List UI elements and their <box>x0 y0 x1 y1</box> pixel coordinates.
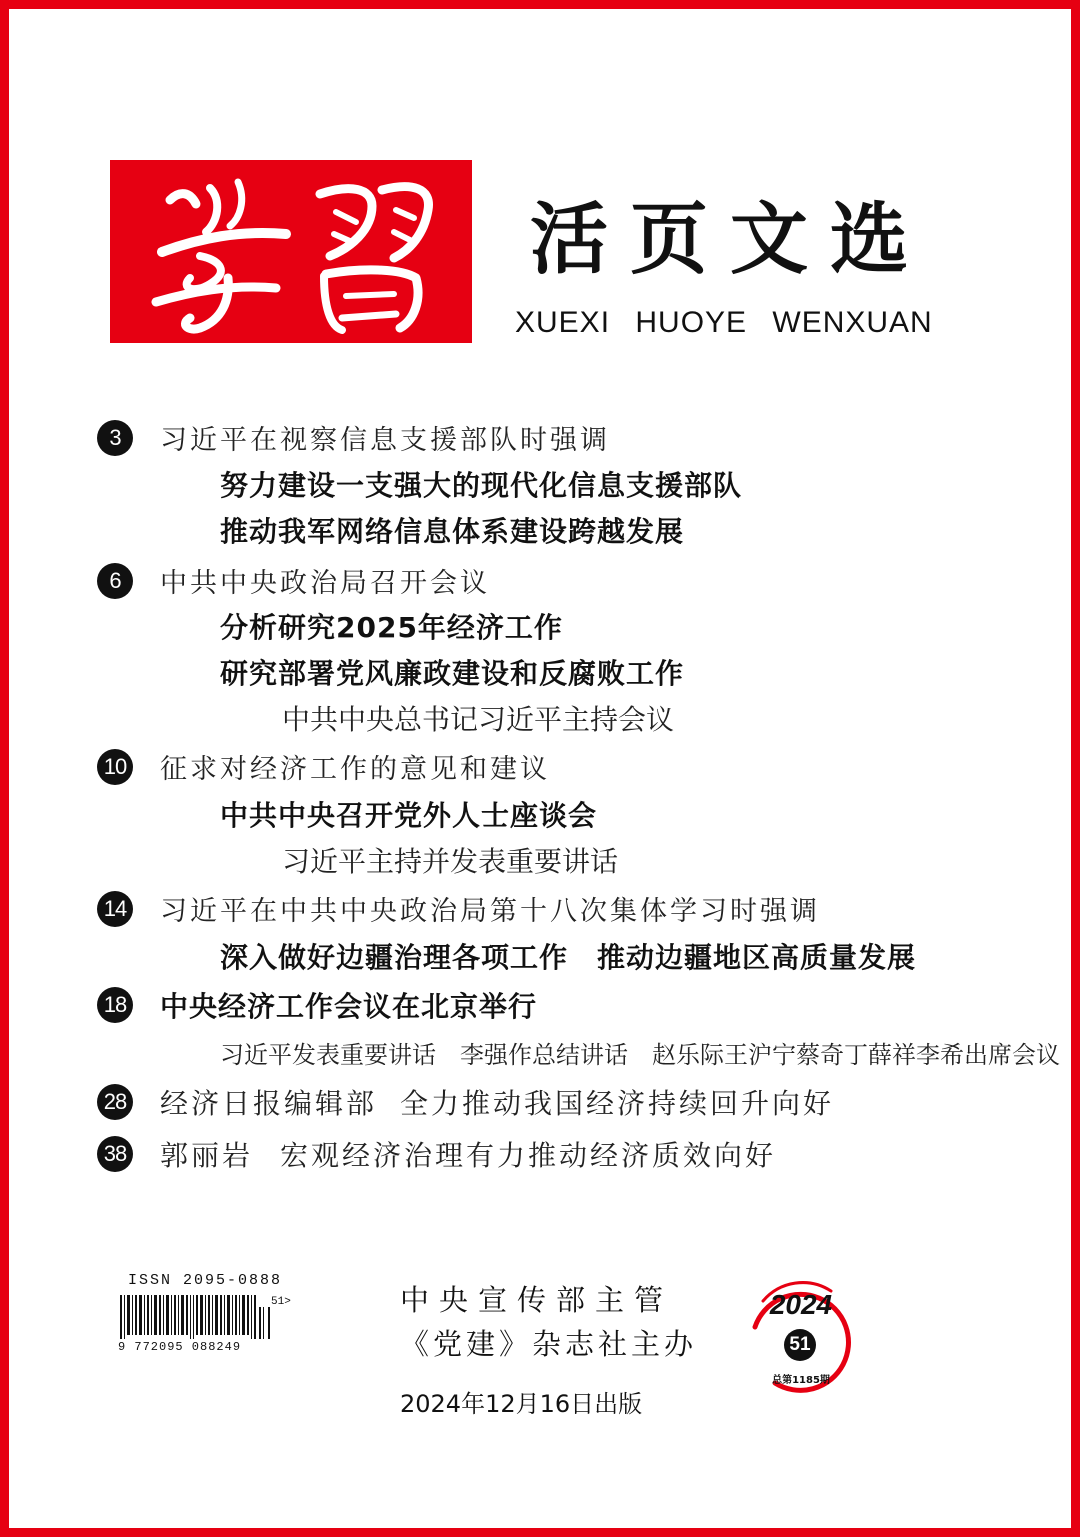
toc-kicker: 习近平在中共中央政治局第十八次集体学习时强调 <box>160 896 820 927</box>
issue-badge <box>735 1275 867 1407</box>
toc-kicker: 中共中央政治局召开会议 <box>160 568 490 599</box>
publish-date: 2024年12月16日出版 <box>400 1390 643 1418</box>
barcode-addon: 51> <box>271 1296 291 1308</box>
toc-headline: 研究部署党风廉政建设和反腐败工作 <box>220 657 685 690</box>
page-number-badge: 3 <box>97 420 133 456</box>
toc-subline: 习近平主持并发表重要讲话 <box>282 845 619 878</box>
toc-author: 郭丽岩 <box>160 1139 254 1172</box>
toc-author: 经济日报编辑部 <box>160 1087 378 1120</box>
toc-title: 全力推动我国经济持续回升向好 <box>400 1087 835 1120</box>
toc-headline: 中央经济工作会议在北京举行 <box>160 990 538 1023</box>
toc-subline: 中共中央总书记习近平主持会议 <box>282 703 675 736</box>
toc-headline: 推动我军网络信息体系建设跨越发展 <box>220 515 685 548</box>
toc-headline: 分析研究2025年经济工作 <box>220 611 563 644</box>
barcode <box>118 1295 270 1339</box>
xuexi-logo <box>110 160 472 343</box>
page-number-badge: 18 <box>97 987 133 1023</box>
toc-headline: 中共中央召开党外人士座谈会 <box>220 799 598 832</box>
issue-year: 2024 <box>769 1289 833 1320</box>
toc-kicker: 习近平在视察信息支援部队时强调 <box>160 425 610 456</box>
magazine-title: 活页文选 <box>530 194 931 285</box>
toc-kicker: 征求对经济工作的意见和建议 <box>160 754 550 785</box>
page-number-badge: 10 <box>97 749 133 785</box>
page-number-badge: 28 <box>97 1084 133 1120</box>
issn-label: ISSN 2095-0888 <box>128 1272 283 1289</box>
page-number-badge: 38 <box>97 1136 133 1172</box>
toc-title: 宏观经济治理有力推动经济质效向好 <box>280 1139 777 1172</box>
page-number-badge: 6 <box>97 563 133 599</box>
toc-headline: 努力建设一支强大的现代化信息支援部队 <box>220 469 743 502</box>
issue-number: 51 <box>784 1329 816 1361</box>
toc-headline: 深入做好边疆治理各项工作 推动边疆地区高质量发展 <box>220 941 917 974</box>
barcode-number: 9 772095 088249 <box>118 1340 242 1354</box>
total-issue: 总第1185期 <box>772 1375 830 1386</box>
magazine-title-pinyin: XUEXI HUOYE WENXUAN <box>515 306 933 339</box>
publisher-sponsor: 《党建》杂志社主办 <box>400 1327 698 1361</box>
toc-subline: 习近平发表重要讲话 李强作总结讲话 赵乐际王沪宁蔡奇丁薛祥李希出席会议 <box>220 1041 1060 1069</box>
page-number-badge: 14 <box>97 891 133 927</box>
publisher-supervisor: 中央宣传部主管 <box>400 1283 674 1317</box>
